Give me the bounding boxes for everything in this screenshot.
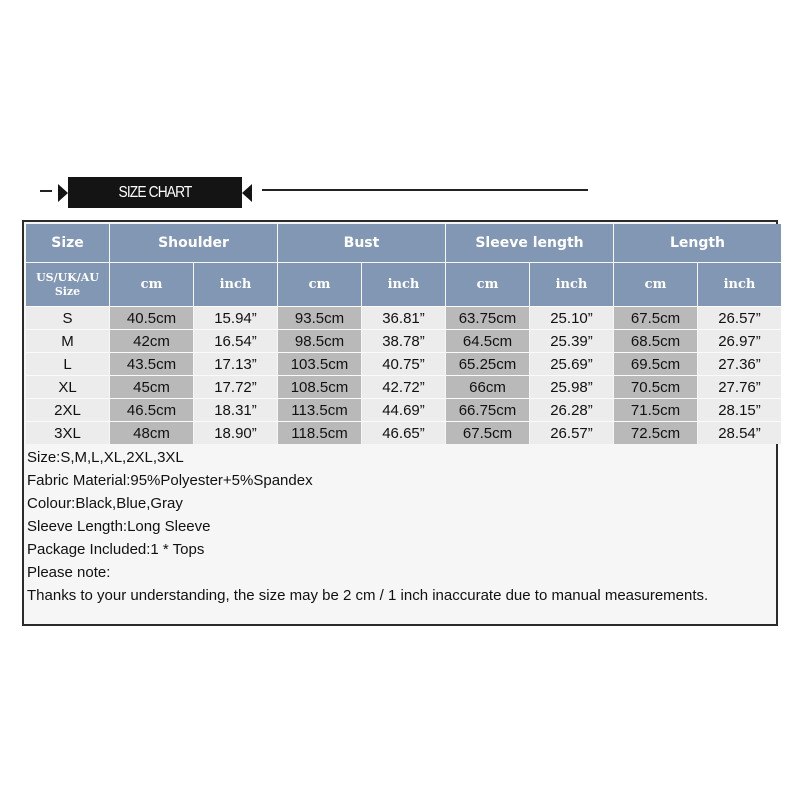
table-cell: 66.75cm (446, 398, 529, 421)
table-cell: 65.25cm (446, 352, 529, 375)
bust-column-header: Bust (278, 224, 445, 263)
table-cell: 66cm (446, 375, 529, 398)
sleeve-inch-header: inch (530, 263, 613, 306)
region-label: US/UK/AU (36, 270, 99, 284)
table-cell: 25.39” (530, 329, 613, 352)
table-cell: 67.5cm (614, 306, 697, 329)
table-cell: 93.5cm (278, 306, 361, 329)
table-cell: 63.75cm (446, 306, 529, 329)
table-cell: 46.65” (362, 421, 445, 444)
table-cell: 42cm (110, 329, 193, 352)
length-cm-header: cm (614, 263, 697, 306)
length-column-header: Length (614, 224, 781, 263)
table-cell: 67.5cm (446, 421, 529, 444)
table-cell: 72.5cm (614, 421, 697, 444)
length-inch-header: inch (698, 263, 781, 306)
table-cell: 17.13” (194, 352, 277, 375)
size-table (26, 224, 781, 444)
table-cell: 27.36” (698, 352, 781, 375)
table-cell: 40.75” (362, 352, 445, 375)
table-cell: 42.72” (362, 375, 445, 398)
note-sizes: Size:S,M,L,XL,2XL,3XL (27, 449, 184, 466)
table-cell: 98.5cm (278, 329, 361, 352)
banner-tag-right-notch (242, 184, 252, 202)
table-cell: 15.94” (194, 306, 277, 329)
table-cell: 28.15” (698, 398, 781, 421)
table-cell: 108.5cm (278, 375, 361, 398)
table-cell: 25.98” (530, 375, 613, 398)
note-disclaimer: Thanks to your understanding, the size may be 2 cm / 1 inch inaccurate due to manual measurements. (27, 587, 709, 604)
size-cell: S (26, 306, 109, 329)
banner-rule-line (262, 189, 588, 191)
sleeve-cm-header: cm (446, 263, 529, 306)
table-cell: 69.5cm (614, 352, 697, 375)
table-cell: 44.69” (362, 398, 445, 421)
size-chart-panel (22, 220, 778, 626)
table-cell: 38.78” (362, 329, 445, 352)
table-cell: 26.28” (530, 398, 613, 421)
table-cell: 25.69” (530, 352, 613, 375)
region-size-header (26, 263, 109, 306)
size-cell: L (26, 352, 109, 375)
table-cell: 26.97” (698, 329, 781, 352)
table-cell: 70.5cm (614, 375, 697, 398)
bust-cm-header: cm (278, 263, 361, 306)
note-heading: Please note: (27, 564, 111, 581)
note-sleeve: Sleeve Length:Long Sleeve (27, 518, 211, 535)
table-cell: 26.57” (698, 306, 781, 329)
banner-left-dash (40, 190, 52, 192)
table-cell: 46.5cm (110, 398, 193, 421)
banner-title: SIZE CHART (118, 184, 192, 201)
table-cell: 40.5cm (110, 306, 193, 329)
note-colour: Colour:Black,Blue,Gray (27, 495, 183, 512)
table-cell: 27.76” (698, 375, 781, 398)
product-notes (27, 446, 775, 607)
table-cell: 18.90” (194, 421, 277, 444)
size-cell: 2XL (26, 398, 109, 421)
table-cell: 17.72” (194, 375, 277, 398)
table-cell: 103.5cm (278, 352, 361, 375)
shoulder-column-header: Shoulder (110, 224, 277, 263)
table-cell: 28.54” (698, 421, 781, 444)
note-fabric: Fabric Material:95%Polyester+5%Spandex (27, 472, 313, 489)
table-cell: 36.81” (362, 306, 445, 329)
size-cell: 3XL (26, 421, 109, 444)
region-size-label: Size (54, 284, 81, 298)
sleeve-length-column-header: Sleeve length (446, 224, 613, 263)
table-cell: 25.10” (530, 306, 613, 329)
size-cell: XL (26, 375, 109, 398)
size-chart-banner (0, 0, 800, 215)
banner-tag-left-notch (58, 184, 68, 202)
table-cell: 68.5cm (614, 329, 697, 352)
table-cell: 16.54” (194, 329, 277, 352)
table-cell: 71.5cm (614, 398, 697, 421)
table-cell: 43.5cm (110, 352, 193, 375)
size-cell: M (26, 329, 109, 352)
shoulder-cm-header: cm (110, 263, 193, 306)
bust-inch-header: inch (362, 263, 445, 306)
table-cell: 26.57” (530, 421, 613, 444)
table-cell: 64.5cm (446, 329, 529, 352)
size-column-header: Size (26, 224, 109, 263)
table-cell: 45cm (110, 375, 193, 398)
note-package: Package Included:1 * Tops (27, 541, 205, 558)
shoulder-inch-header: inch (194, 263, 277, 306)
table-cell: 118.5cm (278, 421, 361, 444)
table-cell: 113.5cm (278, 398, 361, 421)
table-cell: 48cm (110, 421, 193, 444)
table-cell: 18.31” (194, 398, 277, 421)
